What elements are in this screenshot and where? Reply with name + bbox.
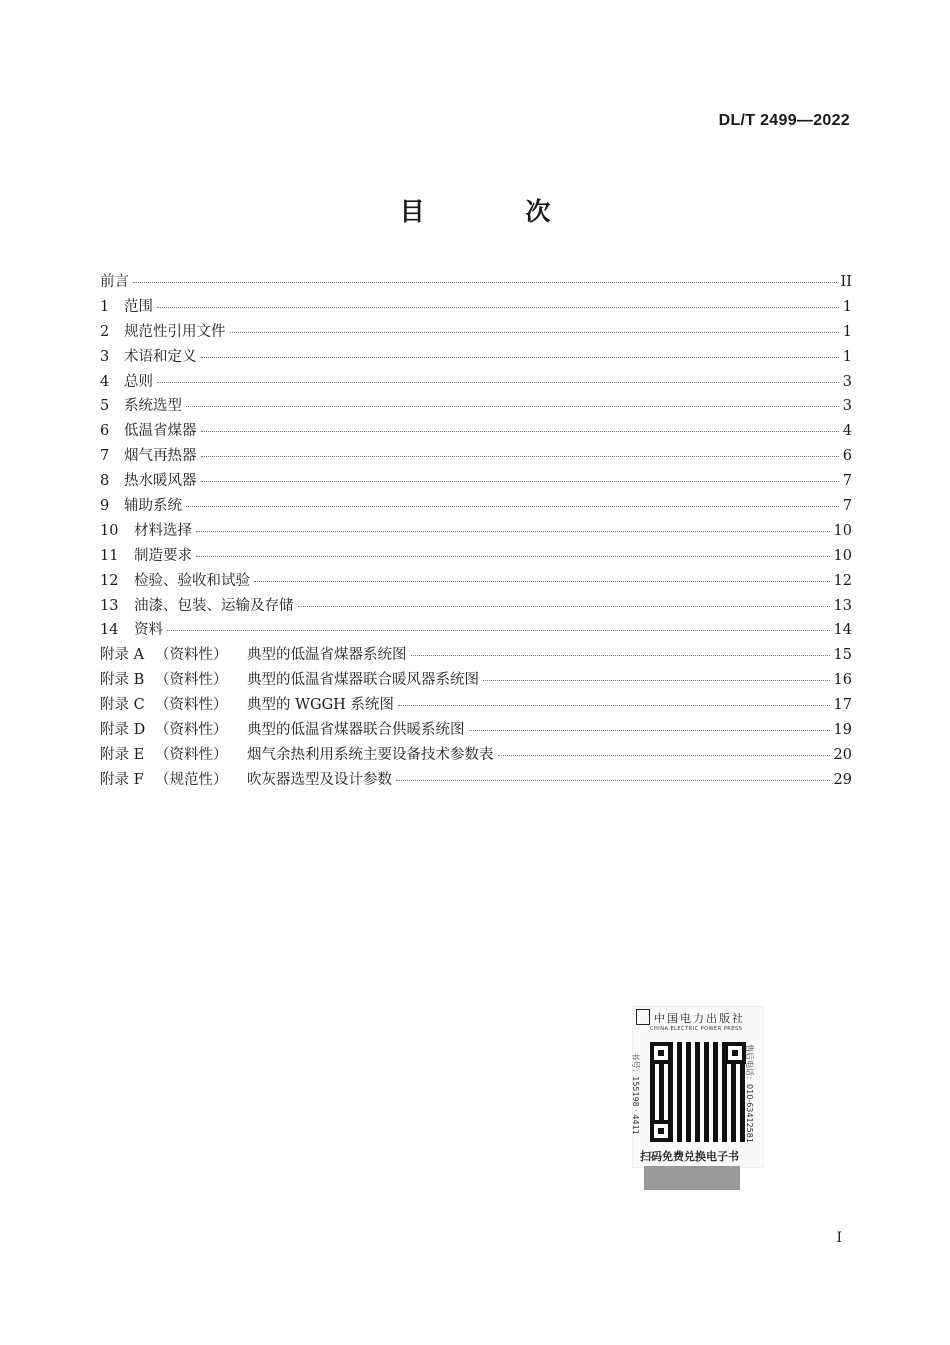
annex-id: 附录 E (100, 746, 145, 763)
toc-label: 吹灰器选型及设计参数 (247, 771, 392, 788)
toc-annex-item[interactable] (100, 668, 852, 693)
toc-page: 1 (842, 323, 852, 340)
leader-dots (469, 729, 830, 731)
toc-label: 热水暖风器 (124, 473, 197, 490)
redeem-code-cover (644, 1166, 740, 1190)
toc-page: 16 (833, 672, 852, 689)
leader-dots (411, 654, 830, 656)
leader-dots (167, 629, 830, 631)
toc-label: 辅助系统 (124, 498, 182, 515)
annex-kind: （资料性） (155, 672, 228, 689)
toc-page: 7 (842, 498, 852, 515)
leader-dots (230, 331, 839, 333)
toc-item[interactable] (100, 494, 852, 519)
toc-label: 规范性引用文件 (124, 323, 226, 340)
toc-page: 1 (842, 298, 852, 315)
toc-page: 6 (842, 448, 852, 465)
leader-dots (201, 356, 839, 358)
toc-item[interactable] (100, 345, 852, 370)
leader-dots (157, 381, 839, 383)
toc-number: 10 (100, 522, 119, 539)
toc-label: 资料 (134, 622, 163, 639)
leader-dots (201, 455, 839, 457)
table-of-contents (100, 270, 852, 793)
toc-label: 典型的低温省煤器联合暖风器系统图 (247, 672, 479, 689)
ebook-redeem-sticker (632, 1006, 762, 1192)
toc-annex-item[interactable] (100, 643, 852, 668)
toc-item[interactable] (100, 569, 852, 594)
toc-page: 3 (842, 398, 852, 415)
toc-number: 9 (100, 498, 110, 515)
toc-number: 2 (100, 323, 110, 340)
toc-item[interactable] (100, 469, 852, 494)
page-number: I (836, 1230, 842, 1246)
toc-item[interactable] (100, 370, 852, 395)
service-hotline: 售后电话：010-63412581 (744, 1044, 754, 1143)
leader-dots (201, 480, 839, 482)
toc-page: 15 (833, 647, 852, 664)
toc-label: 前言 (100, 274, 129, 290)
toc-item-foreword[interactable] (100, 270, 852, 295)
leader-dots (186, 405, 839, 407)
leader-dots (196, 530, 830, 532)
toc-number: 7 (100, 448, 110, 465)
toc-page: 19 (833, 722, 852, 739)
leader-dots (498, 754, 830, 756)
toc-page: 3 (842, 373, 852, 390)
annex-id: 附录 D (100, 722, 146, 739)
toc-label: 范围 (124, 298, 153, 315)
toc-label: 术语和定义 (124, 348, 197, 365)
toc-annex-item[interactable] (100, 768, 852, 793)
toc-item[interactable] (100, 544, 852, 569)
leader-dots (254, 580, 830, 582)
toc-label: 制造要求 (134, 547, 192, 564)
toc-label: 典型的低温省煤器系统图 (247, 647, 407, 664)
toc-item[interactable] (100, 419, 852, 444)
toc-annex-item[interactable] (100, 693, 852, 718)
qr-code-icon[interactable] (650, 1042, 746, 1142)
toc-number: 1 (100, 298, 110, 315)
book-number: 书号：155198 · 4411 (630, 1052, 640, 1135)
leader-dots (133, 281, 837, 283)
qr-finder-icon (650, 1120, 672, 1142)
toc-number: 8 (100, 473, 110, 490)
standard-code: DL/T 2499—2022 (718, 112, 850, 129)
leader-dots (196, 555, 830, 557)
leader-dots (157, 306, 839, 308)
toc-page: 10 (833, 522, 852, 539)
toc-page: 13 (833, 597, 852, 614)
annex-kind: （资料性） (155, 746, 228, 763)
leader-dots (186, 505, 839, 507)
sticker-caption: 扫码免费兑换电子书 (640, 1150, 739, 1163)
toc-page: 20 (833, 746, 852, 763)
toc-item[interactable] (100, 519, 852, 544)
toc-number: 5 (100, 398, 110, 415)
qr-finder-icon (724, 1042, 746, 1064)
toc-number: 3 (100, 348, 110, 365)
toc-page: 14 (833, 622, 852, 639)
toc-page: 10 (833, 547, 852, 564)
toc-label: 烟气余热利用系统主要设备技术参数表 (247, 746, 494, 763)
publisher-name: 中国电力出版社 (654, 1012, 745, 1025)
annex-id: 附录 F (100, 771, 144, 788)
toc-label: 烟气再热器 (124, 448, 197, 465)
toc-number: 14 (100, 622, 119, 639)
annex-id: 附录 C (100, 697, 145, 714)
toc-label: 材料选择 (134, 522, 192, 539)
toc-page: 29 (833, 771, 852, 788)
leader-dots (396, 779, 830, 781)
toc-number: 11 (100, 547, 119, 564)
annex-kind: （资料性） (155, 697, 228, 714)
toc-page: 1 (842, 348, 852, 365)
toc-page: 17 (833, 697, 852, 714)
leader-dots (398, 704, 830, 706)
annex-kind: （资料性） (155, 722, 228, 739)
annex-id: 附录 A (100, 647, 145, 664)
toc-label: 典型的 WGGH 系统图 (247, 697, 394, 714)
toc-annex-item[interactable] (100, 743, 852, 768)
toc-number: 12 (100, 572, 119, 589)
leader-dots (201, 430, 839, 432)
toc-label: 油漆、包装、运输及存储 (134, 597, 294, 614)
toc-page: 12 (833, 572, 852, 589)
qr-finder-icon (650, 1042, 672, 1064)
toc-label: 检验、验收和试验 (134, 572, 250, 589)
toc-number: 13 (100, 597, 119, 614)
toc-annex-item[interactable] (100, 718, 852, 743)
toc-page: 7 (842, 473, 852, 490)
toc-item[interactable] (100, 618, 852, 643)
toc-page: 4 (842, 423, 852, 440)
toc-label: 总则 (124, 373, 153, 390)
publisher-logo-icon (636, 1009, 650, 1025)
annex-id: 附录 B (100, 672, 145, 689)
leader-dots (298, 605, 830, 607)
toc-page: II (840, 274, 852, 290)
publisher-name-en: CHINA ELECTRIC POWER PRESS (650, 1026, 743, 1032)
toc-label: 系统选型 (124, 398, 182, 415)
toc-item[interactable] (100, 320, 852, 345)
toc-label: 低温省煤器 (124, 423, 197, 440)
toc-label: 典型的低温省煤器联合供暖系统图 (247, 722, 465, 739)
leader-dots (483, 679, 830, 681)
annex-kind: （规范性） (155, 771, 228, 788)
page-title: 目 次 (399, 197, 597, 226)
annex-kind: （资料性） (155, 647, 228, 664)
toc-item[interactable] (100, 594, 852, 619)
toc-number: 6 (100, 423, 110, 440)
toc-item[interactable] (100, 394, 852, 419)
toc-item[interactable] (100, 444, 852, 469)
toc-number: 4 (100, 373, 110, 390)
toc-item[interactable] (100, 295, 852, 320)
